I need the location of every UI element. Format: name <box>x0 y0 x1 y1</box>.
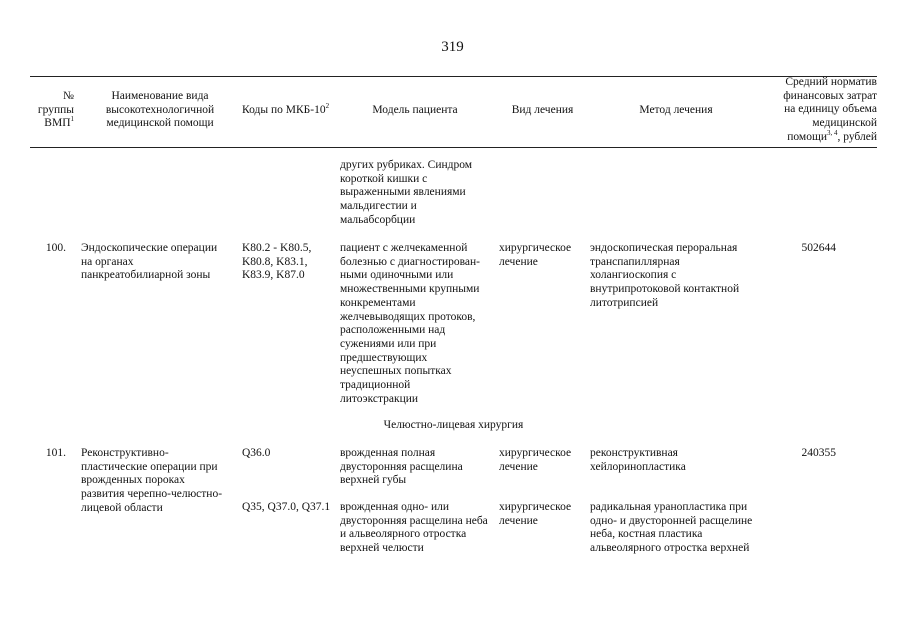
header-col-cost: Средний норматив финансовых затрат на единицу объема медицинской помощи$^{3, 4}$, рублей <box>783 76 877 143</box>
header-col-type: Вид лечения <box>511 104 574 116</box>
row100-num: 100. <box>45 242 66 254</box>
section-heading: Челюстно-лицевая хирургия <box>383 419 524 431</box>
header-col-name: Наименование вида высокотехнологичной медицинской помощи <box>105 90 215 130</box>
table-top-rule <box>30 76 877 77</box>
row101-codes-b: Q35, Q37.0, Q37.1 <box>242 501 331 513</box>
row101-method-b: радикальная уранопластика при одно- и двусторонней расщелине неба, костная пластика альвеолярного отростка верхней <box>590 501 753 555</box>
header-col-num: № группы ВМП$^1$ <box>37 90 74 130</box>
row100-type: хирургическое лечение <box>499 242 572 268</box>
continuation-model: других рубриках. Синдром короткой кишки с выраженными явлениями мальдигестии и мальабсорбции <box>340 159 473 226</box>
page-number: 319 <box>441 39 464 55</box>
header-col-codes: Коды по МКБ-$10^2$ <box>242 102 330 116</box>
row101-name: Реконструктивно- пластические операции при врожденных пороках развития черепно-челюстно- лицевой области <box>81 447 223 514</box>
row100-cost: 502644 <box>801 242 836 254</box>
row101-model-b: врожденная одно- или двусторонняя расщелина неба и альвеолярного отростка верхней челюсти <box>340 501 488 555</box>
header-col-model: Модель пациента <box>372 104 458 116</box>
row101-type-b: хирургическое лечение <box>499 501 572 527</box>
header-col-method: Метод лечения <box>639 104 713 116</box>
row101-model-a: врожденная полная двусторонняя расщелина верхней губы <box>340 447 463 487</box>
row101-method-a: реконструктивная хейлоринопластика <box>590 447 686 473</box>
row101-cost: 240355 <box>801 447 836 459</box>
row100-method: эндоскопическая пероральная транспапиллярная холангиоскопия с внутрипротоковой контактной литотрипсией <box>590 242 740 309</box>
header-bottom-rule <box>30 147 877 148</box>
row101-type-a: хирургическое лечение <box>499 447 572 473</box>
row101-codes-a: Q36.0 <box>242 447 271 459</box>
row100-codes: K80.2 - K80.5, K80.8, K83.1, K83.9, K87.0 <box>242 242 312 282</box>
row100-name: Эндоскопические операции на органах панкреатобилиарной зоны <box>81 242 218 282</box>
row101-num: 101. <box>45 447 66 459</box>
row100-model: пациент с желчекаменной болезнью с диагностирован- ными одиночными или множественными крупными конкрементами желчевыводящих протоков, расположенными над сужениями или при предшествующих неуспешных попытках традиционной литоэкстракции <box>340 242 480 405</box>
